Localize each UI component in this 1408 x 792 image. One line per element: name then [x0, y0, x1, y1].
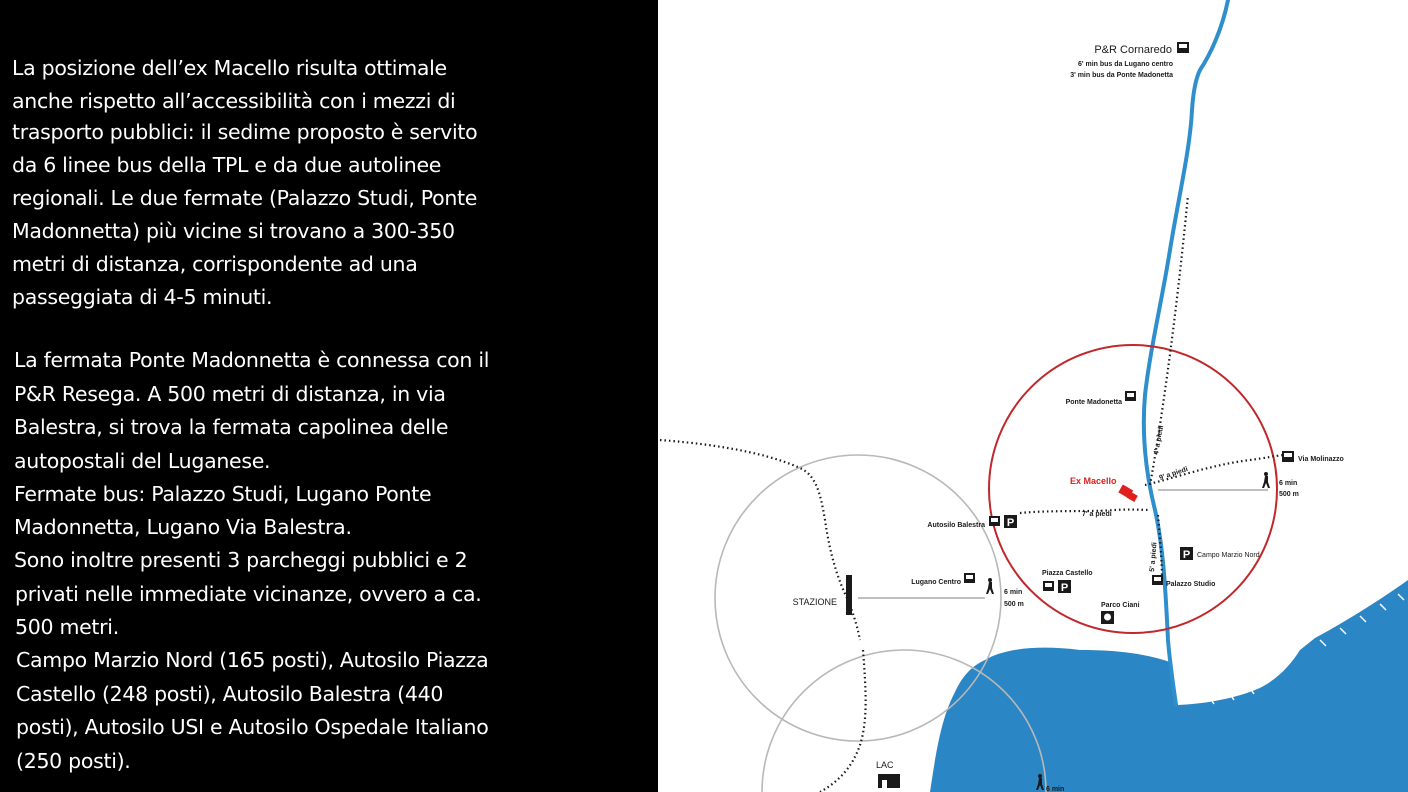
description-line: Sono inoltre presenti 3 parcheggi pubblici e 2 — [14, 548, 468, 572]
label-500m-left: 500 m — [1004, 601, 1024, 608]
label-walk-9: 9' a piedi — [1158, 466, 1189, 482]
label-walk-7: 7' a piedi — [1082, 511, 1112, 518]
description-line: La posizione dell’ex Macello risulta ottimale — [12, 56, 447, 80]
label-stazione: STAZIONE — [792, 597, 837, 607]
railway-line-south — [820, 650, 866, 792]
bus-icon — [989, 516, 1000, 526]
parking-icon — [1004, 515, 1017, 529]
park-icon — [1101, 611, 1114, 624]
walk-path-molinazzo — [1145, 455, 1283, 485]
label-lac: LAC — [876, 760, 894, 770]
bus-icon — [1043, 581, 1054, 591]
description-line: regionali. Le due fermate (Palazzo Studi, Ponte — [12, 186, 478, 210]
bus-icon — [1177, 42, 1189, 53]
description-line: Campo Marzio Nord (165 posti), Autosilo Piazza — [16, 648, 489, 672]
parking-icon — [1180, 547, 1193, 561]
stazione-platform — [846, 575, 852, 615]
label-piazza-castello: Piazza Castello — [1042, 570, 1093, 577]
description-line: 500 metri. — [15, 615, 119, 639]
label-campo-marzio-nord: Campo Marzio Nord — [1197, 552, 1260, 559]
description-line: posti), Autosilo USI e Autosilo Ospedale Italiano — [16, 715, 489, 739]
ex-macello-building — [1118, 485, 1138, 502]
label-6min-left: 6 min — [1004, 589, 1023, 596]
label-palazzo-studio: Palazzo Studio — [1166, 581, 1216, 588]
range-circle-ex-macello — [989, 345, 1277, 633]
pedestrian-icon — [986, 578, 994, 594]
railway-line — [660, 440, 860, 640]
label-ex-macello: Ex Macello — [1070, 476, 1117, 486]
description-line: metri di distanza, corrispondente ad una — [12, 252, 418, 276]
lac-building-icon — [878, 774, 900, 792]
description-line: privati nelle immediate vicinanze, ovvero a ca. — [15, 582, 482, 606]
description-line: La fermata Ponte Madonnetta è connessa con il — [14, 348, 490, 372]
bus-icon — [964, 573, 975, 583]
label-6min-right: 6 min — [1279, 480, 1298, 487]
svg-text:P: P — [1060, 582, 1069, 594]
description-line: anche rispetto all’accessibilità con i mezzi di — [12, 89, 456, 113]
bus-icon — [1125, 391, 1136, 401]
bus-icon — [1152, 575, 1163, 585]
river-cassarate — [1144, 0, 1228, 705]
description-line: (250 posti). — [16, 749, 131, 773]
label-pr-line2: 3' min bus da Ponte Madonetta — [1070, 72, 1173, 79]
label-walk-4: 4' a piedi — [1153, 424, 1166, 456]
label-500m-right: 500 m — [1279, 491, 1299, 498]
svg-text:P: P — [1182, 549, 1191, 561]
label-lugano-centro: Lugano Centro — [911, 579, 961, 586]
description-line: Balestra, si trova la fermata capolinea delle — [14, 415, 449, 439]
pedestrian-icon — [1262, 472, 1270, 488]
description-line: Fermate bus: Palazzo Studi, Lugano Ponte — [14, 482, 432, 506]
label-parco-ciani: Parco Ciani — [1101, 602, 1140, 609]
label-pr-line1: 6' min bus da Lugano centro — [1077, 61, 1173, 68]
svg-text:P: P — [1006, 517, 1015, 529]
lake-lugano — [930, 580, 1408, 792]
label-autosilo-balestra: Autosilo Balestra — [927, 522, 985, 529]
description-line: autopostali del Luganese. — [14, 449, 271, 473]
label-ponte-madonetta: Ponte Madonetta — [1065, 399, 1122, 406]
walk-path-vertical — [1158, 515, 1162, 580]
label-walk-5: 5' a piedi — [1149, 541, 1159, 573]
description-line: Castello (248 posti), Autosilo Balestra (440 — [16, 682, 444, 706]
label-6min-bottom: 6 min — [1046, 786, 1065, 792]
label-pr-cornaredo: P&R Cornaredo — [1094, 44, 1172, 56]
description-line: passeggiata di 4-5 minuti. — [12, 285, 273, 309]
description-line: Madonnetta) più vicine si trovano a 300-350 — [12, 219, 455, 243]
description-line: trasporto pubblici: il sedime proposto è servito — [12, 120, 478, 144]
label-via-molinazzo: Via Molinazzo — [1298, 456, 1344, 463]
description-line: Madonnetta, Lugano Via Balestra. — [14, 515, 352, 539]
parking-icon — [1058, 580, 1071, 594]
description-line: da 6 linee bus della TPL e da due autolinee — [12, 153, 442, 177]
bus-icon — [1282, 451, 1294, 462]
description-line: P&R Resega. A 500 metri di distanza, in via — [14, 382, 446, 406]
